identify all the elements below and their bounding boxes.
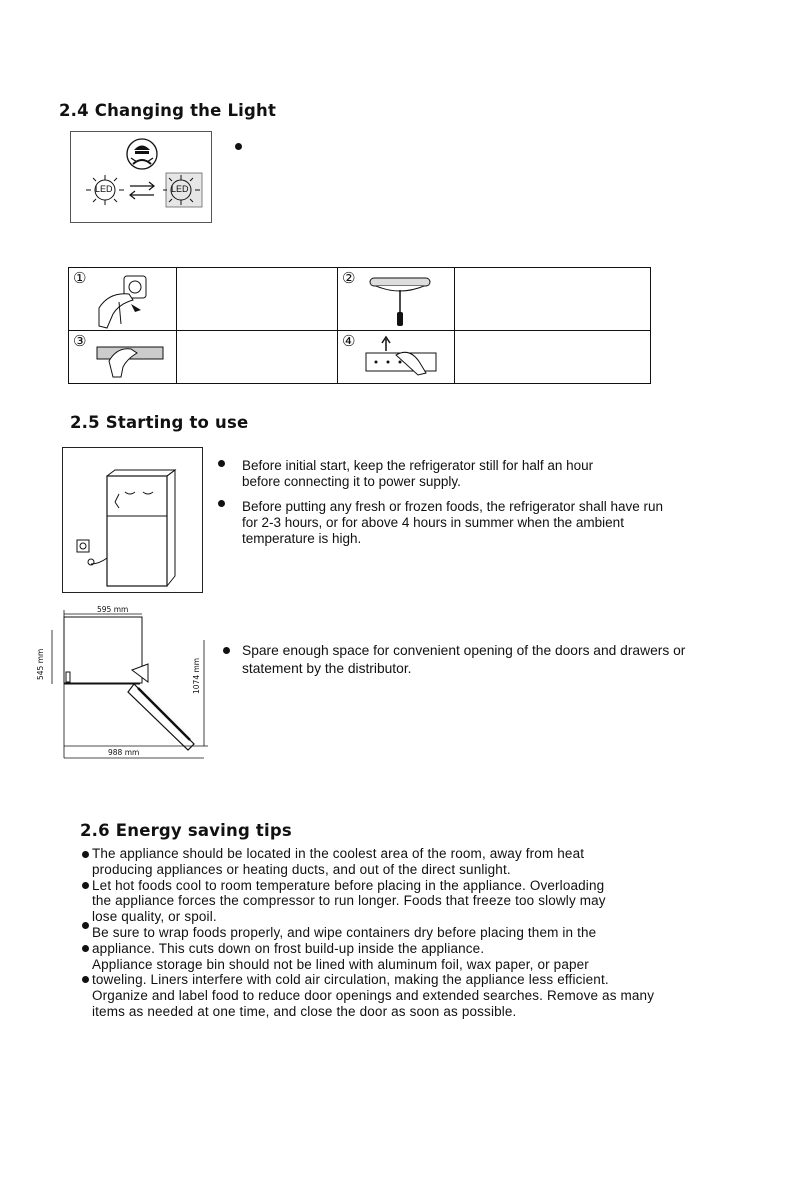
bullet-dot [235, 143, 242, 150]
step-number: ② [342, 269, 356, 287]
section-heading-energy: 2.6 Energy saving tips [80, 821, 292, 840]
bullet-dot [82, 976, 89, 983]
led-label-right: LED [171, 184, 189, 194]
step-2-image [338, 268, 455, 331]
text-line: The appliance should be located in the coolest area of the room, away from heat [92, 846, 585, 861]
text-line: items as needed at one time, and close the door as soon as possible. [92, 1003, 517, 1019]
step-number: ③ [73, 332, 87, 350]
energy-tips-text [92, 846, 732, 1020]
dim-width: 595 mm [97, 605, 129, 614]
text-line: appliance. This cuts down on frost build-up inside the appliance. [92, 940, 485, 956]
led-replacement-figure [70, 131, 212, 223]
text-line: Appliance storage bin should not be lined with aluminum foil, wax paper, or paper [92, 956, 589, 972]
text-line: before connecting it to power supply. [242, 474, 461, 489]
text-line: producing appliances or heating ducts, and out of the direct sunlight. [92, 861, 511, 877]
text-line: Before initial start, keep the refrigerator still for half an hour [242, 458, 594, 473]
dim-depth: 545 mm [36, 648, 45, 680]
text-line: Spare enough space for convenient opening of the doors and drawers or [242, 643, 686, 658]
step-1-image [69, 268, 177, 331]
text-line: Before putting any fresh or frozen foods, the refrigerator shall have run [242, 499, 663, 514]
text-line: for 2-3 hours, or for above 4 hours in summer when the ambient [242, 515, 624, 530]
section-heading-light: 2.4 Changing the Light [59, 101, 277, 120]
dim-open-width: 988 mm [108, 748, 140, 757]
text-line: temperature is high. [242, 531, 362, 546]
start-bullet-2 [242, 499, 663, 547]
bullet-dot [218, 500, 225, 507]
fridge-plug-figure [62, 447, 203, 593]
dim-open-depth: 1074 mm [192, 657, 201, 694]
bullet-dot [82, 882, 89, 889]
step-2-text [455, 268, 651, 331]
bullet-dot [82, 945, 89, 952]
bullet-dot [82, 851, 89, 858]
step-1-text [177, 268, 338, 331]
step-number: ④ [342, 332, 356, 350]
fridge-illustration [63, 448, 204, 594]
section-heading-start: 2.5 Starting to use [70, 413, 249, 432]
text-line: lose quality, or spoil. [92, 909, 217, 925]
step-3-text [177, 331, 338, 384]
text-line: statement by the distributor. [242, 661, 412, 676]
step-4-text [455, 331, 651, 384]
light-steps-table [68, 267, 651, 384]
text-line: Be sure to wrap foods properly, and wipe containers dry before placing them in the [92, 924, 597, 940]
start-bullet-1 [242, 458, 593, 490]
swap-arrows-icon [130, 182, 154, 199]
text-line: the appliance forces the compressor to run longer. Foods that freeze too slowly may [92, 893, 606, 909]
space-bullet [242, 642, 685, 678]
led-figure-drawing [71, 132, 213, 224]
text-line: Organize and label food to reduce door openings and extended searches. Remove as many [92, 988, 655, 1004]
step-number: ① [73, 269, 87, 287]
led-label-left: LED [95, 184, 113, 194]
technician-icon [127, 139, 157, 169]
text-line: toweling. Liners interfere with cold air circulation, making the appliance less efficient. [92, 972, 609, 988]
step-3-image [69, 331, 177, 384]
step-4-image [338, 331, 455, 384]
bullet-dot [218, 460, 225, 467]
bullet-dot [223, 647, 230, 654]
bullet-dot [82, 922, 89, 929]
text-line: Let hot foods cool to room temperature before placing in the appliance. Overloading [92, 877, 605, 893]
